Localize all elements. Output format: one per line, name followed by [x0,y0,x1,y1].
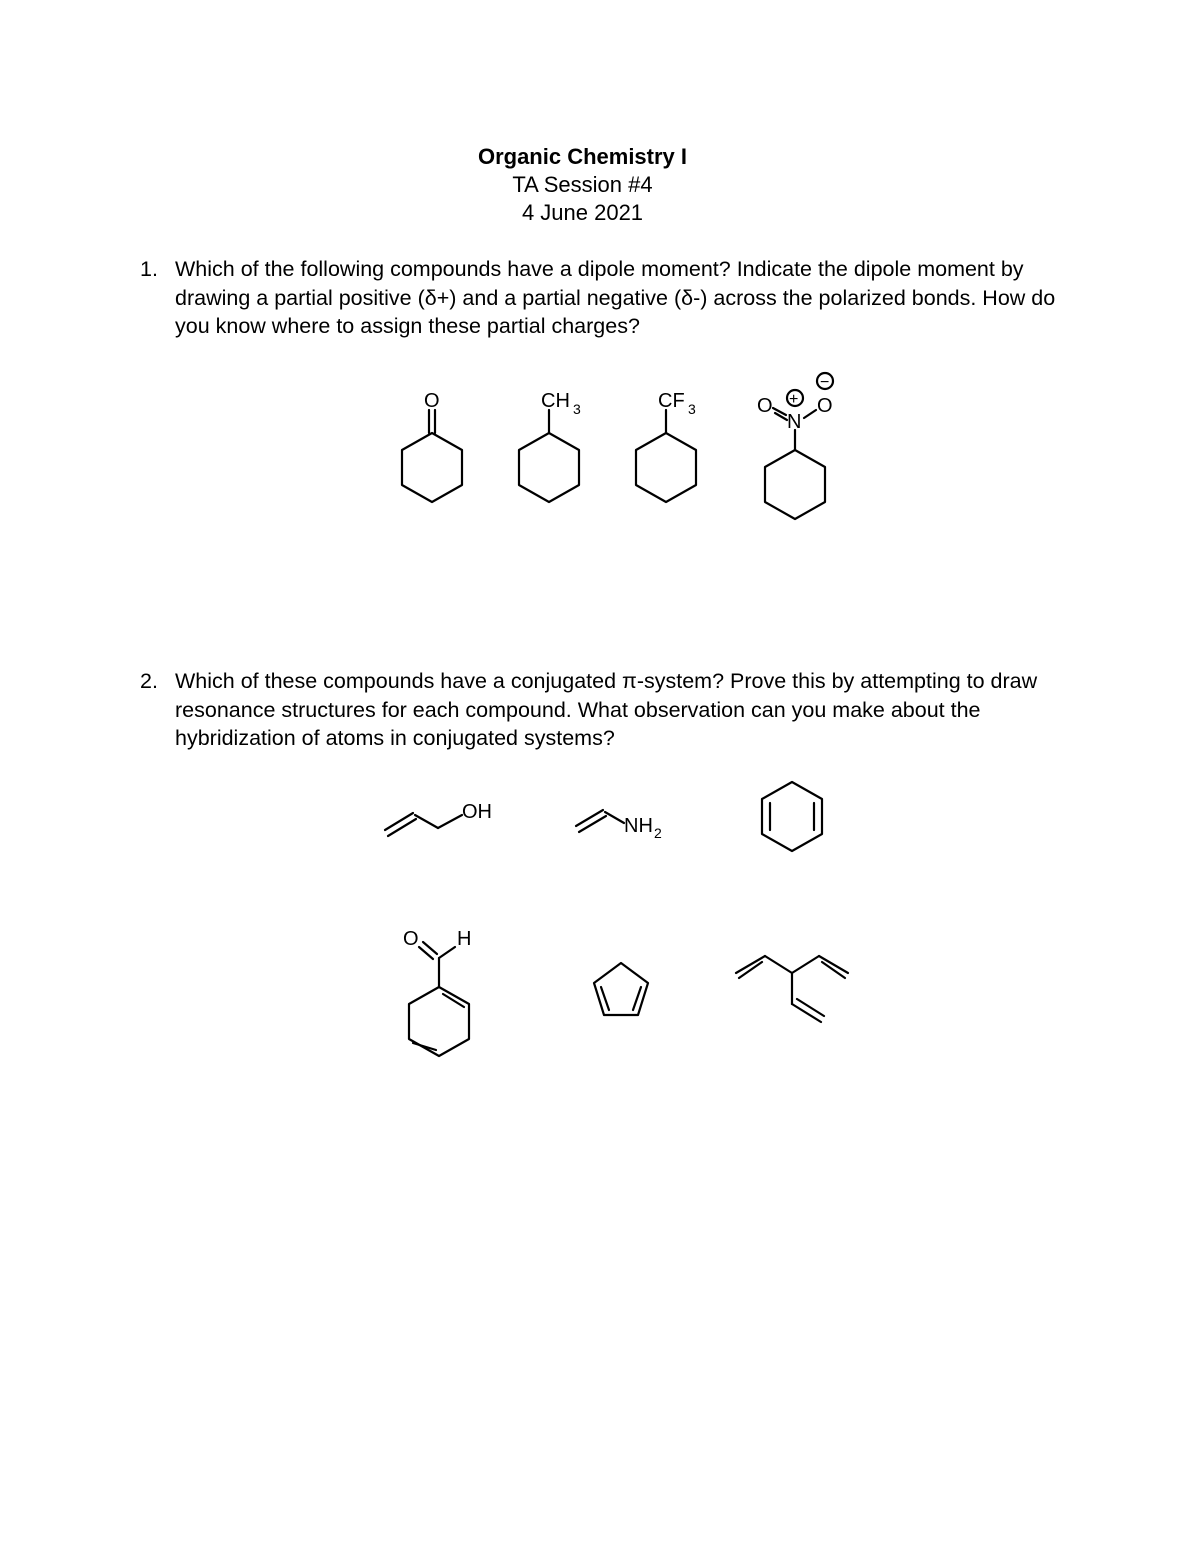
nitro-oxygen-double-label: O [757,395,773,417]
document-title: Organic Chemistry I [477,144,688,169]
question-number: 1. [140,257,158,281]
question-text: Which of these compounds have a conjugated π-system? Prove this by attempting to draw resonance structures for each compound. What observation can you make about the hybridization of atoms in conjugated systems? [175,669,1038,750]
nitro-oxygen-single-label: O [817,395,833,417]
amine-subscript: 2 [654,825,662,841]
question-text: Which of the following compounds have a dipole moment? Indicate the dipole moment by drawing a partial positive (δ+) and a partial negative (δ-) across the polarized bonds. How do you know where to assign these partial charges? [175,257,1056,338]
aldehyde-oxygen-label: O [403,928,419,950]
aldehyde-hydrogen-label: H [457,928,472,950]
positive-charge-sign: + [789,391,799,408]
methyl-subscript: 3 [573,401,581,417]
nitrocyclohexane-structure [757,373,833,519]
cyclohexadiene-carbaldehyde-structure [403,928,471,1056]
methylcyclohexane-structure [519,390,581,502]
cyclohexanone-structure [402,390,462,502]
cyclopentadiene-structure [594,963,648,1015]
negative-charge-sign: − [820,374,830,391]
nitrogen-label: N [787,411,802,433]
trifluoromethyl-label: CF [658,390,685,412]
vinylamine-structure [576,810,662,841]
amine-label: NH [624,815,653,837]
trifluoromethyl-subscript: 3 [688,401,696,417]
hydroxyl-label: OH [462,801,492,823]
allyl-alcohol-structure [385,801,492,836]
trivinylmethane-structure [736,956,848,1022]
question-number: 2. [140,669,158,693]
session-label: TA Session #4 [512,172,653,197]
session-date: 4 June 2021 [521,200,644,225]
oxygen-label: O [424,390,440,412]
trifluoromethylcyclohexane-structure [636,390,696,502]
cyclohexadiene-structure [762,782,822,851]
methyl-label: CH [541,390,570,412]
